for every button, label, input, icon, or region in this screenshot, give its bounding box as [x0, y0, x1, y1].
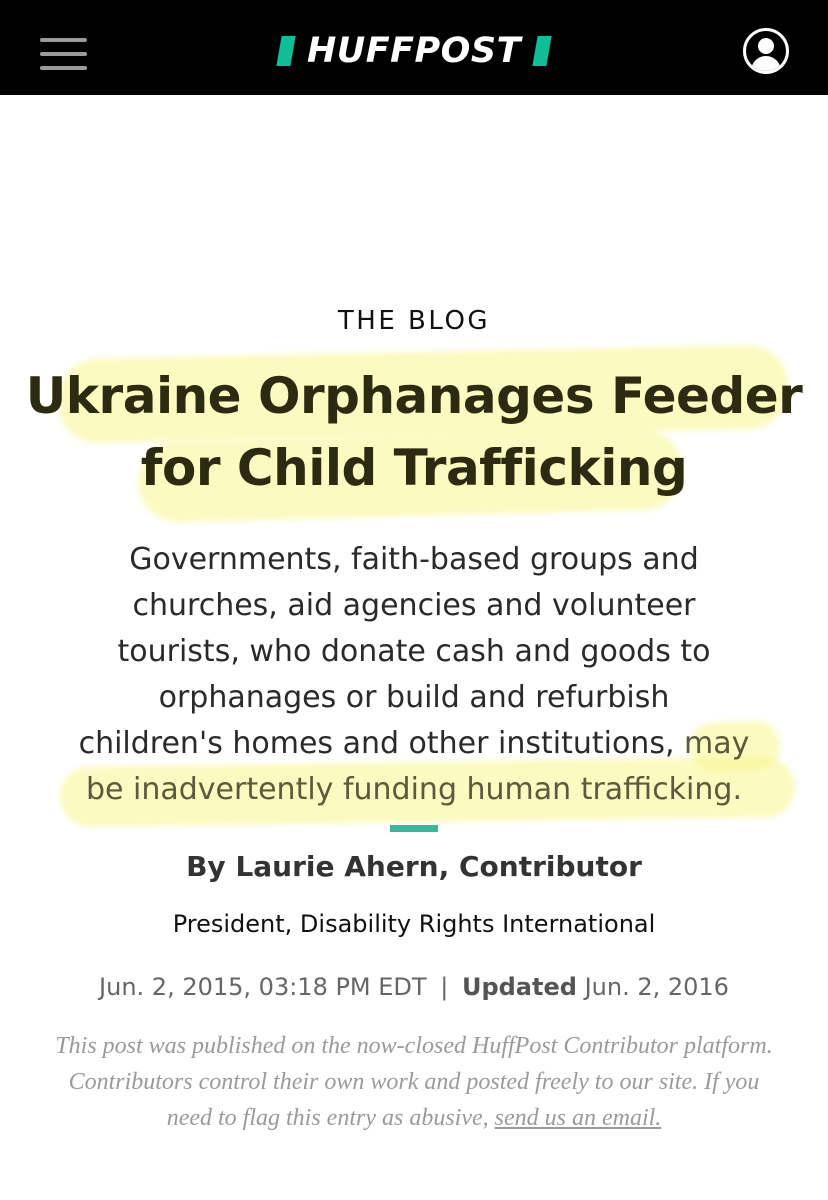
- author-role: , Contributor: [438, 850, 642, 883]
- disclaimer-text: This post was published on the now-closed HuffPost Contributor platform. Contributors control their own work and posted freely to our site. If you need to flag this entry as abusive,: [55, 1033, 773, 1131]
- dek-line-highlighted: be inadvertently funding human trafficking.: [85, 772, 742, 807]
- dek-line: tourists, who donate cash and goods to: [117, 634, 711, 669]
- dek-line: children's homes and other institutions,: [78, 726, 675, 761]
- user-account-icon[interactable]: [743, 28, 789, 74]
- published-date: Jun. 2, 2015, 03:18 PM EDT: [99, 973, 427, 1001]
- accent-divider: [390, 825, 438, 832]
- headline-line: for Child Trafficking: [140, 439, 688, 497]
- updated-label: Updated: [461, 973, 577, 1001]
- menu-line: [40, 52, 87, 56]
- menu-line: [40, 38, 87, 42]
- huffpost-logo[interactable]: [277, 32, 553, 70]
- byline-prefix: By: [186, 850, 226, 883]
- timestamp-separator: |: [440, 973, 449, 1001]
- logo-bar-right: [532, 36, 551, 66]
- author-title: President, Disability Rights International: [172, 910, 656, 938]
- dek-line-highlighted: may: [684, 726, 750, 761]
- dek-line: orphanages or build and refurbish: [158, 680, 670, 715]
- email-report-link[interactable]: send us an email.: [494, 1105, 662, 1131]
- article-subheadline: [40, 537, 788, 813]
- hamburger-menu-icon[interactable]: [40, 38, 87, 71]
- article-timestamp: [0, 973, 828, 1001]
- user-icon-body: [751, 56, 781, 74]
- logo-text: HUFFPOST: [306, 31, 522, 71]
- menu-line: [40, 66, 87, 70]
- article-headline: [20, 360, 808, 504]
- headline-line: Ukraine Orphanages Feeder: [25, 367, 803, 425]
- top-nav-bar: [0, 0, 828, 95]
- author-name-link[interactable]: Laurie Ahern: [235, 850, 439, 883]
- section-label[interactable]: THE BLOG: [337, 306, 491, 336]
- dek-line: churches, aid agencies and volunteer: [132, 588, 696, 623]
- updated-date: Jun. 2, 2016: [584, 973, 729, 1001]
- logo-bar-left: [276, 36, 295, 66]
- dek-line: Governments, faith-based groups and: [129, 542, 699, 577]
- contributor-disclaimer: [50, 1028, 778, 1136]
- byline: [0, 850, 828, 883]
- user-icon-head: [758, 38, 774, 54]
